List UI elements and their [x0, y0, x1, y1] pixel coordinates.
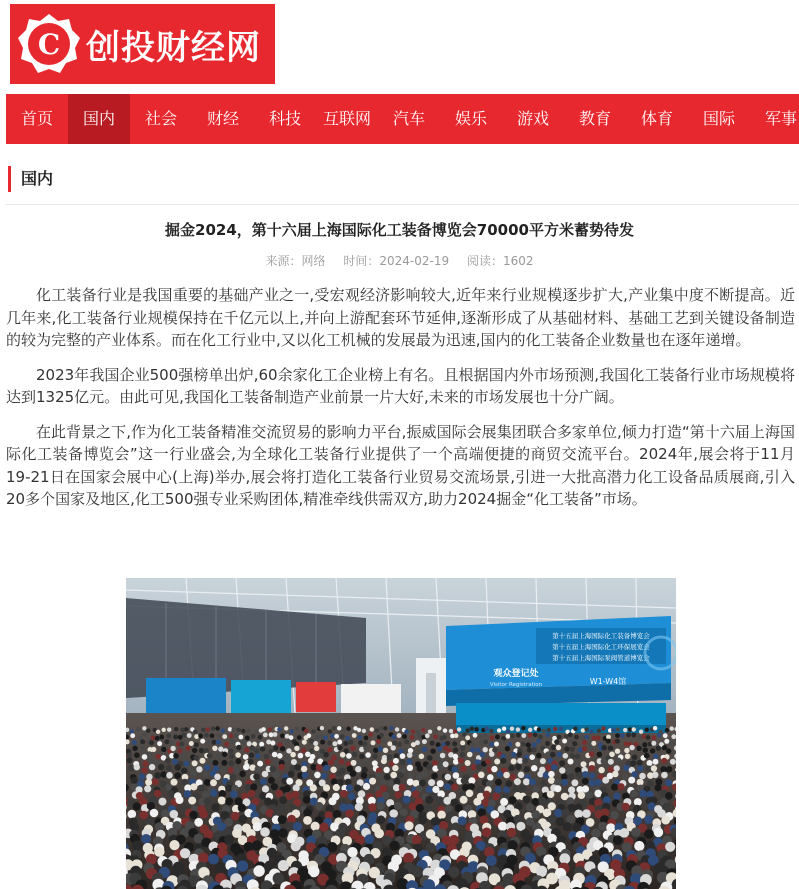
- nav-item-auto[interactable]: 汽车: [392, 109, 425, 128]
- banner-line: 第十五届上海国际化工环保展览会: [552, 643, 650, 651]
- nav-item-internet[interactable]: 互联网: [322, 109, 371, 128]
- article-paragraph: 2023年我国企业500强榜单出炉,60余家化工企业榜上有名。且根据国内外市场预测,我国化工装备行业市场规模将达到1325亿元。由此可见,我国化工装备制造产业前景一片大好,未来的市场发展也十分广阔。: [6, 365, 795, 406]
- nav-item-domestic[interactable]: 国内: [68, 94, 130, 144]
- main-nav: [6, 94, 799, 144]
- article-body: [6, 284, 795, 523]
- article-meta: [0, 252, 799, 269]
- registration-sign: 观众登记处: [493, 669, 539, 679]
- nav-item-military[interactable]: 军事: [764, 109, 797, 128]
- nav-item-sports[interactable]: 体育: [640, 109, 673, 128]
- site-logo[interactable]: [10, 4, 275, 84]
- banner-line: 第十五届上海国际泵阀管道博览会: [552, 654, 650, 662]
- nav-item-entertainment[interactable]: 娱乐: [454, 109, 487, 128]
- article-paragraph: 在此背景之下,作为化工装备精准交流贸易的影响力平台,振威国际会展集团联合多家单位,倾力打造“第十六届上海国际化工装备博览会”这一行业盛会,为全球化工装备行业提供了一个高端便捷的商贸交流平台。2024年,展会将于11月19-21日在国家会展中心(上海)举办,展会将打造化工装备行业贸易交流场景,引进一大批高潜力化工设备品质展商,引入20多个国家及地区,化工500强专业采购团体,精准牵线供需双方,助力2024掘金“化工装备”市场。: [6, 422, 795, 508]
- nav-item-games[interactable]: 游戏: [516, 109, 549, 128]
- nav-item-tech[interactable]: 科技: [268, 109, 301, 128]
- banner-line: 第十五届上海国际化工装备博览会: [552, 632, 650, 640]
- logo-emblem-icon: [18, 13, 80, 75]
- article-source: 来源：网络: [265, 254, 326, 268]
- section-title: 国内: [8, 166, 53, 192]
- logo-text: 创投财经网: [86, 27, 261, 68]
- nav-item-finance[interactable]: 财经: [206, 109, 239, 128]
- registration-sign-en: Visitor Registration: [489, 682, 543, 688]
- nav-item-international[interactable]: 国际: [702, 109, 735, 128]
- article-paragraph: 化工装备行业是我国重要的基础产业之一,受宏观经济影响较大,近年来行业规模逐步扩大,产业集中度不断提高。近几年来,化工装备行业规模保持在千亿元以上,并向上游配套环节延伸,逐渐形成了从基础材料、基础工艺到关键设备制造的较为完整的产业体系。而在化工行业中,又以化工机械的发展最为迅速,国内的化工装备企业数量也在逐年递增。: [6, 286, 795, 349]
- nav-item-society[interactable]: 社会: [144, 109, 177, 128]
- exhibition-hall-image: [126, 578, 676, 889]
- article-photo: [126, 578, 676, 889]
- divider: [6, 204, 799, 205]
- nav-item-home[interactable]: 首页: [20, 109, 53, 128]
- logo-letter: C: [37, 28, 61, 61]
- article-time: 时间：2024-02-19: [343, 254, 450, 268]
- article-title: 掘金2024，第十六届上海国际化工装备博览会70000平方米蓄势待发: [165, 221, 634, 239]
- nav-item-education[interactable]: 教育: [578, 109, 611, 128]
- article-reads: 阅读：1602: [466, 254, 534, 268]
- hall-sign: W1-W4馆: [589, 677, 627, 686]
